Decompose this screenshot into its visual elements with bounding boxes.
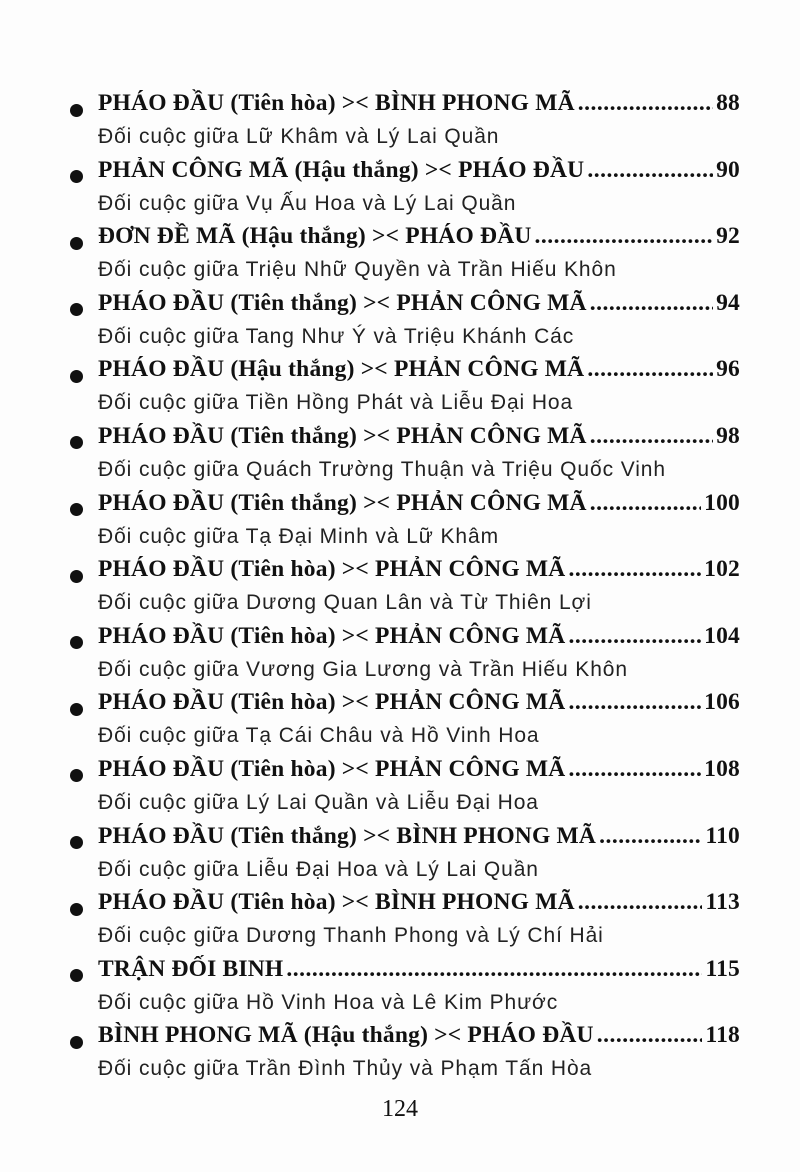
toc-entry-title-line bbox=[70, 157, 740, 191]
toc-entry bbox=[70, 157, 740, 224]
toc-entry-title-line bbox=[70, 490, 740, 524]
toc-entry-subtitle: Đối cuộc giữa Tạ Cái Châu và Hồ Vinh Hoa bbox=[98, 724, 540, 748]
toc-entry-title-line bbox=[70, 623, 740, 657]
bullet-icon bbox=[70, 170, 83, 183]
toc-entry bbox=[70, 956, 740, 1023]
toc-entry-title: PHÁO ĐẦU (Tiên hòa) >< BÌNH PHONG MÃ bbox=[98, 90, 575, 116]
bullet-icon bbox=[70, 636, 83, 649]
dot-leader bbox=[590, 490, 701, 517]
dot-leader bbox=[568, 623, 701, 650]
dot-leader bbox=[535, 223, 714, 250]
bullet-icon bbox=[70, 503, 83, 516]
toc-entry bbox=[70, 689, 740, 756]
dot-leader bbox=[599, 823, 702, 850]
bullet-icon bbox=[70, 703, 83, 716]
toc-entry-subtitle: Đối cuộc giữa Dương Thanh Phong và Lý Chí Hải bbox=[98, 924, 604, 948]
dot-leader bbox=[286, 956, 702, 983]
toc-entry-page: 115 bbox=[705, 955, 740, 982]
toc-entry bbox=[70, 423, 740, 490]
toc-entry-title-line bbox=[70, 556, 740, 590]
toc-entry-page: 94 bbox=[716, 289, 740, 316]
toc-entry-subtitle: Đối cuộc giữa Trần Đình Thủy và Phạm Tấn Hòa bbox=[98, 1057, 593, 1081]
bullet-icon bbox=[70, 903, 83, 916]
toc-entry-title-line bbox=[70, 356, 740, 390]
page-number: 124 bbox=[382, 1096, 418, 1122]
toc-entry-subtitle: Đối cuộc giữa Tạ Đại Minh và Lữ Khâm bbox=[98, 524, 499, 548]
toc-entry-page: 100 bbox=[704, 489, 740, 516]
toc-entry-title-line bbox=[70, 90, 740, 124]
toc-entry-title: PHÁO ĐẦU (Tiên hòa) >< BÌNH PHONG MÃ bbox=[98, 889, 575, 916]
toc-entry-subtitle: Đối cuộc giữa Lý Lai Quần và Liễu Đại Hoa bbox=[98, 790, 539, 814]
toc-entry-subtitle: Đối cuộc giữa Vương Gia Lương và Trần Hiếu Khôn bbox=[98, 657, 628, 681]
toc-entry bbox=[70, 90, 740, 157]
toc-entry bbox=[70, 223, 740, 290]
bullet-icon bbox=[70, 769, 83, 782]
toc-entry-subtitle: Đối cuộc giữa Dương Quan Lân và Từ Thiên Lợi bbox=[98, 591, 592, 615]
toc-entry bbox=[70, 623, 740, 690]
toc-entry-title: PHÁO ĐẦU (Tiên thắng) >< BÌNH PHONG MÃ bbox=[98, 822, 597, 849]
bullet-icon bbox=[70, 969, 83, 982]
toc-entry-title: PHÁO ĐẦU (Tiên hòa) >< PHẢN CÔNG MÃ bbox=[98, 622, 566, 649]
toc-entry-title: PHÁO ĐẦU (Tiên thắng) >< PHẢN CÔNG MÃ bbox=[98, 289, 587, 316]
toc-entry bbox=[70, 556, 740, 623]
toc-entry-title-line bbox=[70, 756, 740, 790]
toc-entry bbox=[70, 490, 740, 557]
toc-entry bbox=[70, 356, 740, 423]
toc-entry-subtitle: Đối cuộc giữa Lữ Khâm và Lý Lai Quần bbox=[98, 125, 500, 148]
toc-entry-title: PHÁO ĐẦU (Tiên hòa) >< PHẢN CÔNG MÃ bbox=[98, 755, 566, 782]
toc-entry-title-line bbox=[70, 956, 740, 990]
toc-entry-subtitle: Đối cuộc giữa Vụ Ấu Hoa và Lý Lai Quần bbox=[98, 191, 517, 215]
toc-entry-page: 88 bbox=[716, 90, 740, 116]
toc-entry-title: PHÁO ĐẦU (Tiên hòa) >< PHẢN CÔNG MÃ bbox=[98, 689, 566, 716]
bullet-icon bbox=[70, 1036, 83, 1049]
toc-entry-title: PHÁO ĐẦU (Tiên thắng) >< PHẢN CÔNG MÃ bbox=[98, 489, 587, 516]
toc-entry-page: 108 bbox=[704, 755, 740, 782]
toc-entry-page: 96 bbox=[716, 356, 740, 383]
toc-entry-subtitle: Đối cuộc giữa Tiền Hồng Phát và Liễu Đại Hoa bbox=[98, 391, 574, 415]
dot-leader bbox=[568, 756, 701, 783]
toc-entry-title-line bbox=[70, 823, 740, 857]
toc-entry-title: TRẬN ĐỐI BINH bbox=[98, 955, 284, 982]
toc-entry bbox=[70, 756, 740, 823]
toc-entry-page: 118 bbox=[705, 1022, 740, 1049]
dot-leader bbox=[578, 889, 703, 916]
toc-entry-title: BÌNH PHONG MÃ (Hậu thắng) >< PHÁO ĐẦU bbox=[98, 1022, 594, 1049]
bullet-icon bbox=[70, 104, 83, 117]
toc-entry bbox=[70, 290, 740, 357]
dot-leader bbox=[590, 423, 713, 450]
dot-leader bbox=[568, 556, 701, 583]
dot-leader bbox=[587, 157, 713, 184]
toc-entry-title: PHÁO ĐẦU (Tiên thắng) >< PHẢN CÔNG MÃ bbox=[98, 422, 587, 449]
toc-entry-subtitle: Đối cuộc giữa Liễu Đại Hoa và Lý Lai Quần bbox=[98, 857, 539, 881]
toc-entry-title: PHÁO ĐẦU (Tiên hòa) >< PHẢN CÔNG MÃ bbox=[98, 556, 566, 583]
toc-entry-title-line bbox=[70, 889, 740, 923]
toc-entry-subtitle: Đối cuộc giữa Tang Như Ý và Triệu Khánh Các bbox=[98, 324, 575, 348]
toc-entry-page: 92 bbox=[716, 223, 740, 250]
dot-leader bbox=[587, 356, 713, 383]
toc-entry-subtitle: Đối cuộc giữa Triệu Nhữ Quyền và Trần Hiếu Khôn bbox=[98, 258, 617, 282]
toc-entry-title-line bbox=[70, 1022, 740, 1056]
toc-entry-page: 113 bbox=[705, 889, 740, 916]
toc-entry-subtitle: Đối cuộc giữa Quách Trường Thuận và Triệu Quốc Vinh bbox=[98, 457, 666, 481]
toc-entry bbox=[70, 1022, 740, 1089]
bullet-icon bbox=[70, 237, 83, 250]
dot-leader bbox=[578, 90, 713, 117]
bullet-icon bbox=[70, 836, 83, 849]
toc-entry-page: 90 bbox=[716, 156, 740, 183]
table-of-contents bbox=[70, 90, 740, 1089]
bullet-icon bbox=[70, 570, 83, 583]
toc-entry-page: 106 bbox=[704, 689, 740, 716]
toc-entry-page: 110 bbox=[705, 822, 740, 849]
bullet-icon bbox=[70, 370, 83, 383]
dot-leader bbox=[568, 689, 701, 716]
toc-entry-page: 104 bbox=[704, 622, 740, 649]
toc-entry-page: 102 bbox=[704, 556, 740, 583]
toc-entry bbox=[70, 823, 740, 890]
toc-entry-title-line bbox=[70, 223, 740, 257]
toc-entry-page: 98 bbox=[716, 422, 740, 449]
toc-entry-title: ĐƠN ĐỀ MÃ (Hậu thắng) >< PHÁO ĐẦU bbox=[98, 223, 532, 250]
toc-entry-title: PHÁO ĐẦU (Hậu thắng) >< PHẢN CÔNG MÃ bbox=[98, 356, 585, 383]
bullet-icon bbox=[70, 303, 83, 316]
toc-entry-title-line bbox=[70, 423, 740, 457]
toc-entry bbox=[70, 889, 740, 956]
toc-entry-title: PHẢN CÔNG MÃ (Hậu thắng) >< PHÁO ĐẦU bbox=[98, 156, 585, 183]
bullet-icon bbox=[70, 436, 83, 449]
toc-entry-subtitle: Đối cuộc giữa Hồ Vinh Hoa và Lê Kim Phước bbox=[98, 990, 559, 1014]
toc-entry-title-line bbox=[70, 290, 740, 324]
toc-entry-title-line bbox=[70, 689, 740, 723]
dot-leader bbox=[597, 1022, 703, 1049]
dot-leader bbox=[590, 290, 713, 317]
